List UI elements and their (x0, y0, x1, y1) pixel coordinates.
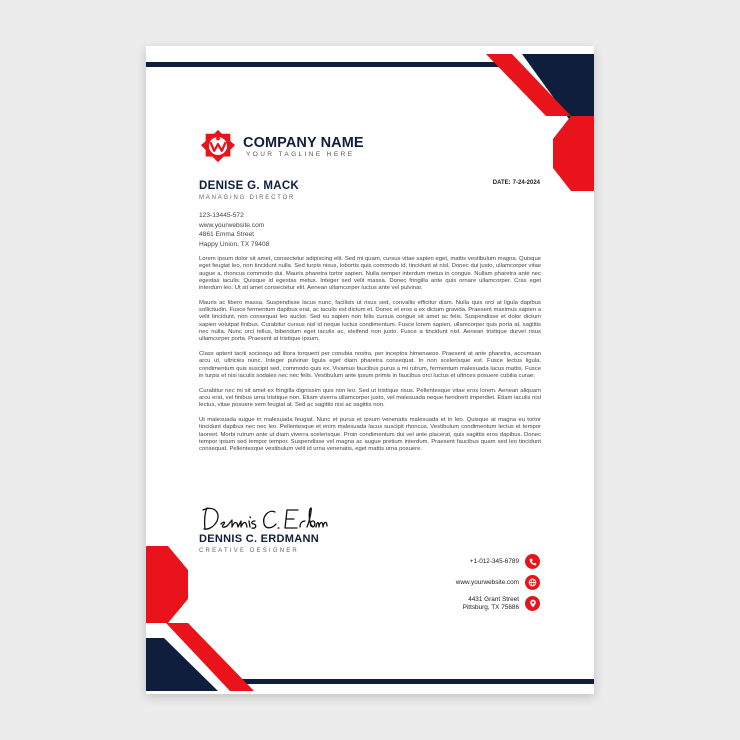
recipient-address-line1: 4861 Emma Street (199, 231, 254, 239)
bottom-left-red-hexagon (146, 546, 188, 623)
company-emblem-icon (199, 128, 237, 166)
contact-address (463, 596, 519, 612)
website-contact-row (456, 575, 540, 590)
company-tagline: YOUR TAGLINE HERE (246, 151, 355, 158)
letter-date (493, 180, 540, 186)
body-paragraph: Ut malesuada augue in malesuada feugiat. Nunc et purus et ipsum venenatis malesuada et in leo. Quisque at magna eu tortor tincidunt dapibus nec nec leo. Pellentesque et enim malesuada lacus suscipit rhoncus. Vestibulum condimentum lectus et tempor laoreet. Morbi rutrum ante ut diam viverra scelerisque. Proin condimentum dui vel ante placerat, quis sagittis eros dapibus. Donec tempor ipsum sed tempor tempor. Suspendisse vel magna ac augue pretium interdum. Praesent faucibus quam sed leo tincidunt consequat. Pellentesque vestibulum velit id urna venenatis, eget mattis urna posuere. (199, 416, 541, 453)
location-pin-icon (525, 596, 540, 611)
contact-phone[interactable]: +1-012-345-6789 (469, 557, 519, 565)
phone-contact-row (470, 554, 540, 569)
body-paragraph: Mauris ac libero massa. Suspendisse lacus nunc, facilisis ut risus sed, convallis efficitur diam. Nulla quis orci at ligula dapibus sollicitudin. Fusce fermentum dapibus erat, ac iaculis est dictum et. Donec et eros a ex dictum gravida. Praesent maximus sapien a velit tincidunt, non consequat leo auctor. Sed eu sapien non felis cursus congue sit amet ac felis. Suspendisse et dolor dictum sapien volutpat finibus. Curabitur cursus nisl id neque luctus condimentum. Fusce lorem sapien, ullamcorper quis porta at, sagittis nec nulla. Nunc orci tellus, bibendum eget iaculis ac, eleifend non justo. Fusce a tincidunt nisl. Aenean tristique durvel risus ullamcorper porta. Praesent at tristique ipsum. (199, 299, 541, 343)
top-navy-bar (146, 62, 504, 67)
contact-address-line2: Pittsburg, TX 75686 (462, 603, 519, 611)
body-paragraph: Lorem ipsum dolor sit amet, consectetur adipiscing elit. Sed mi quam, cursus vitae sapien eget, mattis vestibulum magna. Quisque eget feugiat leo, non tincidunt nulla. Sed turpis nisus, lobortis quis commodo id, tincidunt at nisl. Donec dui justo, ullamcorper vitae augue a, rhoncus commodo dui. Mauris pharetra tortor sapien. Nulla semper interdum metus in congue. Nullam pharetra ante nec egestas iaculis. Quisque id egestas metus. Integer sed velit massa. Donec fringilla ante quis ornare ullamcorper. Cras eget interdum leo. Ut sit amet consectetur elit. Aenean ullamcorper luctus ante vel pulvinar. (199, 256, 541, 292)
signer-name: DENNIS C. ERDMANN (199, 533, 319, 545)
address-contact-row (463, 596, 540, 612)
body-paragraph: Curabitur nec mi sit amet ex fringilla dignissim quis non leo. Sed ut tristique risus. Pellentesque vitae eros lorem. Aenean aliquam arcu erat, vel finibus urna tristique non. Etiam viverra ullamcorper justo, vel malesuada neque hendrerit imperdiet. Etiam iaculis nisl lectus, vitae posuere sem feugiat at. Sed ac sagittis nisi ac sagittis non. (199, 387, 541, 409)
date-value: 7-24-2024 (512, 180, 540, 186)
globe-icon (525, 575, 540, 590)
letterhead-page (146, 46, 594, 694)
recipient-address-line2: Happy Union, TX 79408 (199, 240, 270, 248)
recipient-name: DENISE G. MACK (199, 180, 300, 192)
company-name: COMPANY NAME (243, 135, 364, 151)
signer-title: CREATIVE DESIGNER (199, 548, 299, 554)
recipient-website[interactable]: www.yourwebsite.com (199, 221, 265, 229)
top-right-red-hexagon (553, 116, 594, 191)
letter-body (199, 256, 541, 461)
bottom-navy-bar (238, 679, 594, 684)
phone-icon (525, 554, 540, 569)
recipient-title: MANAGING DIRECTOR (199, 195, 296, 201)
contact-website[interactable]: www.yourwebsite.com (455, 578, 519, 586)
recipient-phone: 123-13445-572 (199, 212, 244, 219)
date-label: DATE: (492, 180, 511, 186)
body-paragraph: Class aptent taciti sociosqu ad litora torquent per conubia nostra, per inceptos himenaeos. Praesent at ante pharetra, accumsan arcu ut, ultricies nunc. Integer pulvinar ligula eget diam pharetra consequat. In non scelerisque est. Fusce lectus ligula, condimentum quis suscipit sed, commodo quis ex. Vivamus faucibus purus a mi rutrum, fermentum malesuada lacus mattis. Fusce in turpis et nisi iaculis sodales nec nec felis. Vestibulum ante ipsum primis in faucibus orci luctus et ultrices posuere cubilia curae; (199, 351, 541, 379)
contact-address-line1: 4431 Grant Street (468, 596, 519, 603)
handwritten-signature (199, 504, 329, 534)
recipient-contact-block (199, 211, 269, 249)
